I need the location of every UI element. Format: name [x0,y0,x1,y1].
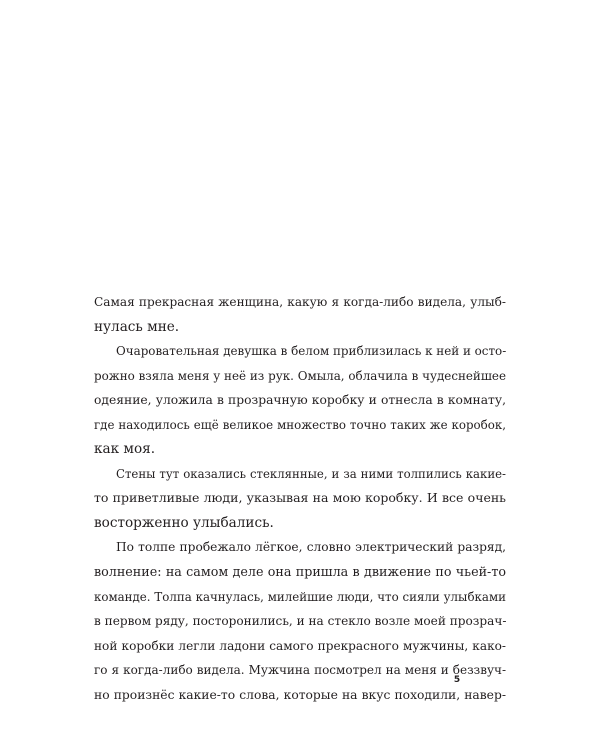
page-number: 5 [453,675,461,685]
text-line: команде. Толпа качнулась, милейшие люди, что сияли улыбками [94,589,506,604]
text-line: то приветливые люди, указывая на мою коробку. И все очень [94,490,506,506]
text-line: Стены тут оказались стеклянные, и за ними толпились какие- [116,466,506,481]
text-line: нулась мне. [94,318,180,335]
text-line: восторженно улыбались. [94,514,274,531]
text-line: как моя. [94,441,156,458]
text-line: волнение: на самом деле она пришла в движение по чьей-то [94,564,506,580]
text-line: в первом ряду, посторонились, и на стекло возле моей прозрач- [94,614,507,629]
text-line: где находилось ещё великое множество точно таких же коробок, [94,417,506,432]
text-line: Очаровательная девушка в белом приблизилась к ней и осто- [116,344,507,359]
text-line: одеяние, уложила в прозрачную коробку и отнесла в комнату, [94,393,506,408]
body-text [94,290,506,707]
text-line: Самая прекрасная женщина, какую я когда-либо видела, улыб- [94,295,506,309]
text-line: рожно взяла меня у неё из рук. Омыла, облачила в чудеснейшее [94,368,506,383]
text-line: ной коробки легли ладони самого прекрасного мужчины, како- [94,638,506,653]
text-line: но произнёс какие-то слова, которые на вкус походили, навер- [94,687,506,702]
text-line: По толпе пробежало лёгкое, словно электрический разряд, [116,540,506,555]
text-line: го я когда-либо видела. Мужчина посмотрел на меня и беззвуч- [94,663,506,678]
